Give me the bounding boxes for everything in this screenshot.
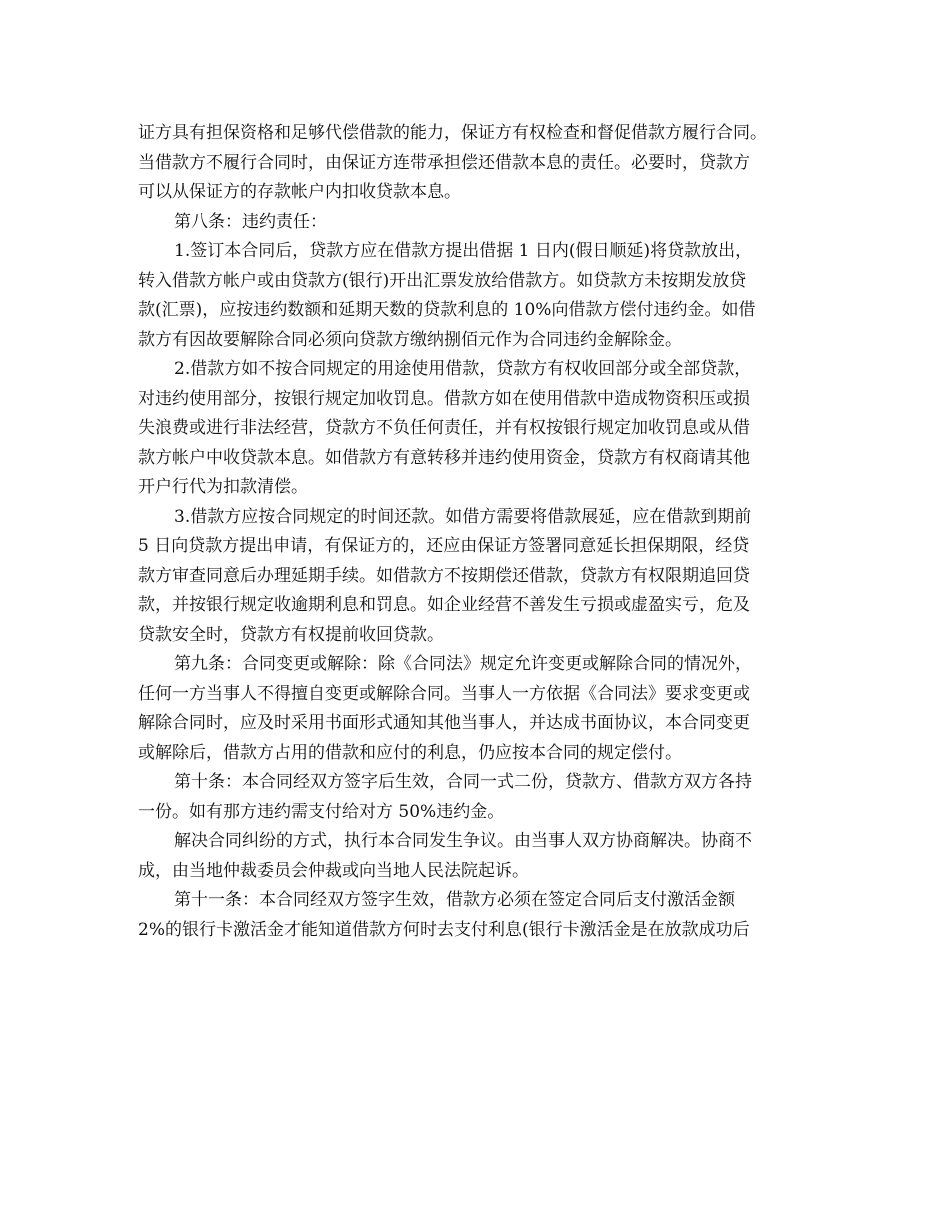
text-line: 当借款方不履行合同时，由保证方连带承担偿还借款本息的责任。必要时，贷款方 — [138, 152, 750, 173]
text-line: 转入借款方帐户或由贷款方(银行)开出汇票发放给借款方。如贷款方未按期发放贷 — [138, 270, 747, 291]
text-line: 2%的银行卡激活金才能知道借款方何时去支付利息(银行卡激活金是在放款成功后 — [138, 919, 750, 940]
text-line: 款，并按银行规定收逾期利息和罚息。如企业经营不善发生亏损或虚盈实亏，危及 — [138, 595, 750, 615]
text-line: 一份。如有那方违约需支付给对方 50%违约金。 — [138, 801, 505, 822]
text-line: 5 日向贷款方提出申请，有保证方的，还应由保证方签署同意延长担保期限，经贷 — [138, 536, 750, 556]
text-line: 款方帐户中收贷款本息。如借款方有意转移并违约使用资金，贷款方有权商请其他 — [138, 447, 750, 468]
text-line: 证方具有担保资格和足够代偿借款的能力，保证方有权检查和督促借款方履行合同。 — [138, 123, 767, 143]
document-page — [138, 119, 820, 945]
text-line: 款(汇票)，应按违约数额和延期天数的贷款利息的 10%向借款方偿付违约金。如借 — [138, 300, 756, 320]
text-line: 任何一方当事人不得擅自变更或解除合同。当事人一方依据《合同法》要求变更或 — [138, 683, 750, 704]
article-heading: 第十一条：本合同经双方签字生效，借款方必须在签定合同后支付激活金额 — [174, 890, 735, 910]
text-line: 可以从保证方的存款帐户内扣收贷款本息。 — [138, 182, 461, 202]
text-line: 成，由当地仲裁委员会仲裁或向当地人民法院起诉。 — [138, 860, 529, 881]
text-line: 开户行代为扣款清偿。 — [138, 477, 308, 497]
text-line: 3.借款方应按合同规定的时间还款。如借方需要将借款展延，应在借款到期前 — [174, 506, 752, 527]
text-line: 解除合同时，应及时采用书面形式通知其他当事人，并达成书面协议，本合同变更 — [138, 713, 750, 733]
text-line: 2.借款方如不按合同规定的用途使用借款，贷款方有权收回部分或全部贷款， — [174, 359, 752, 379]
text-line: 款方审查同意后办理延期手续。如借款方不按期偿还借款，贷款方有权限期追回贷 — [138, 565, 750, 586]
text-line: 失浪费或进行非法经营，贷款方不负任何责任，并有权按银行规定加收罚息或从借 — [138, 418, 750, 438]
text-line: 对违约使用部分，按银行规定加收罚息。借款方如在使用借款中造成物资积压或损 — [138, 388, 750, 409]
text-line: 或解除后，借款方占用的借款和应付的利息，仍应按本合同的规定偿付。 — [138, 742, 682, 763]
text-line: 1.签订本合同后，贷款方应在借款方提出借据 1 日内(假日顺延)将贷款放出， — [174, 241, 753, 261]
text-line: 贷款安全时，贷款方有权提前收回贷款。 — [138, 624, 444, 645]
article-heading: 第八条：违约责任： — [174, 211, 327, 232]
article-heading: 第九条：合同变更或解除：除《合同法》规定允许变更或解除合同的情况外， — [174, 654, 752, 674]
article-heading: 第十条：本合同经双方签字后生效，合同一式二份，贷款方、借款方双方各持 — [174, 772, 752, 792]
text-line: 款方有因故要解除合同必须向贷款方缴纳捌佰元作为合同违约金解除金。 — [138, 329, 682, 350]
text-line: 解决合同纠纷的方式，执行本合同发生争议。由当事人双方协商解决。协商不 — [174, 831, 752, 851]
